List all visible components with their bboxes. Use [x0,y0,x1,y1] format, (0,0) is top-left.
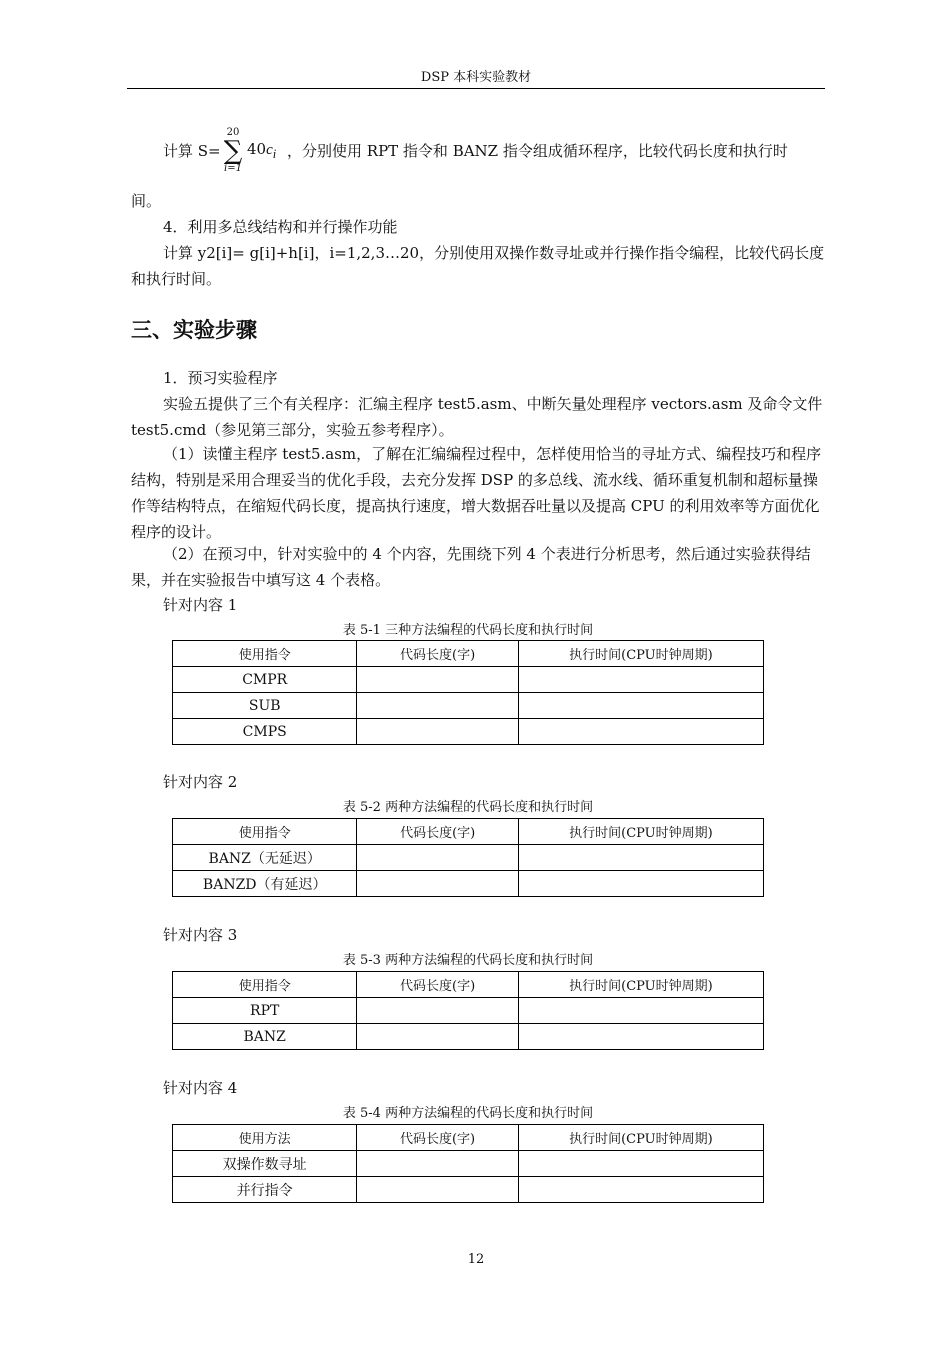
header-cell: 代码长度(字) [357,819,518,845]
row-label: RPT [173,998,357,1024]
header-cell: 使用指令 [173,641,357,667]
page-number: 12 [467,1252,485,1267]
section-heading: 三、实验步骤 [131,318,257,342]
header-cell: 代码长度(字) [357,972,518,998]
term-coefficient: 40 [247,140,267,158]
table-header-row [173,641,764,667]
row-label: CMPR [173,667,357,693]
step1-body: 实验五提供了三个有关程序：汇编主程序 test5.asm、中断矢量处理程序 vectors.asm 及命令文件 test5.cmd（参见第三部分，实验五参考程序）。 [131,395,823,439]
empty-cell [518,998,763,1024]
empty-cell [518,693,763,719]
step1-sub1: （1）读懂主程序 test5.asm，了解在汇编编程过程中，怎样使用恰当的寻址方式、编程技巧和程序结构，特别是采用合理妥当的优化手段，去充分发挥 DSP 的多总线、流水线、循环重复机制和超标量操作等结构特点，在缩短代码长度，提高执行速度，增大数据吞吐量以及提高 CPU 的利用效率等方面优化程序的设计。 [131,445,822,541]
table4-caption: 表 5-4 两种方法编程的代码长度和执行时间 [342,1106,594,1121]
table-row [173,667,764,693]
table1-caption: 表 5-1 三种方法编程的代码长度和执行时间 [342,623,594,638]
summation [221,128,245,174]
table3-caption: 表 5-3 两种方法编程的代码长度和执行时间 [342,953,594,968]
table-row [173,1151,764,1177]
header-cell: 执行时间(CPU时钟周期) [518,641,763,667]
empty-cell [357,1177,518,1203]
empty-cell [357,998,518,1024]
empty-cell [357,1024,518,1050]
table2-caption: 表 5-2 两种方法编程的代码长度和执行时间 [342,800,594,815]
table-5-4 [172,1124,764,1203]
formula-suffix: ，分别使用 RPT 指令和 BANZ 指令组成循环程序，比较代码长度和执行时 [287,142,788,160]
step1-title: 1．预习实验程序 [163,369,278,387]
row-label: BANZD（有延迟） [173,871,357,897]
empty-cell [357,667,518,693]
table-row [173,845,764,871]
empty-cell [357,871,518,897]
empty-cell [518,719,763,745]
row-label: 双操作数寻址 [173,1151,357,1177]
sum-term [247,140,276,162]
table-5-2 [172,818,764,897]
header-cell: 使用指令 [173,819,357,845]
table-header-row [173,972,764,998]
row-label: BANZ [173,1024,357,1050]
table-header-row [173,819,764,845]
table4-label: 针对内容 4 [163,1079,238,1097]
table1-label: 针对内容 1 [163,596,238,614]
row-label: CMPS [173,719,357,745]
table-5-1 [172,640,764,745]
table-row [173,998,764,1024]
empty-cell [518,845,763,871]
table-5-3 [172,971,764,1050]
formula-prefix: 计算 S= [163,142,221,160]
paragraph-continuation: 间。 [131,192,162,210]
step1-sub2: （2）在预习中，针对实验中的 4 个内容，先围绕下列 4 个表进行分析思考，然后通过实验获得结果，并在实验报告中填写这 4 个表格。 [131,545,811,589]
empty-cell [518,1024,763,1050]
table-header-row [173,1125,764,1151]
header-rule [127,88,825,89]
table-row [173,719,764,745]
header-cell: 使用方法 [173,1125,357,1151]
table-row [173,1024,764,1050]
header-cell: 执行时间(CPU时钟周期) [518,972,763,998]
sigma-symbol: ∑ [223,136,243,166]
running-header: DSP 本科实验教材 [420,70,532,85]
header-cell: 代码长度(字) [357,1125,518,1151]
table2-label: 针对内容 2 [163,773,238,791]
term-subscript: i [272,147,277,161]
empty-cell [518,1177,763,1203]
empty-cell [518,1151,763,1177]
sum-upper-limit: 20 [226,127,240,138]
table-row [173,693,764,719]
term-variable: c [266,142,273,158]
header-cell: 执行时间(CPU时钟周期) [518,819,763,845]
table-row [173,1177,764,1203]
header-cell: 使用指令 [173,972,357,998]
empty-cell [518,871,763,897]
item4-body: 计算 y2[i]= g[i]+h[i]，i=1,2,3…20，分别使用双操作数寻址或并行操作指令编程，比较代码长度和执行时间。 [131,244,825,288]
row-label: SUB [173,693,357,719]
sum-lower-limit: i=1 [224,163,242,174]
header-cell: 执行时间(CPU时钟周期) [518,1125,763,1151]
item4-title: 4．利用多总线结构和并行操作功能 [163,218,398,236]
table3-label: 针对内容 3 [163,926,238,944]
formula-line [163,128,825,178]
empty-cell [357,1151,518,1177]
empty-cell [357,719,518,745]
empty-cell [518,667,763,693]
empty-cell [357,845,518,871]
row-label: 并行指令 [173,1177,357,1203]
empty-cell [357,693,518,719]
header-cell: 代码长度(字) [357,641,518,667]
table-row [173,871,764,897]
row-label: BANZ（无延迟） [173,845,357,871]
